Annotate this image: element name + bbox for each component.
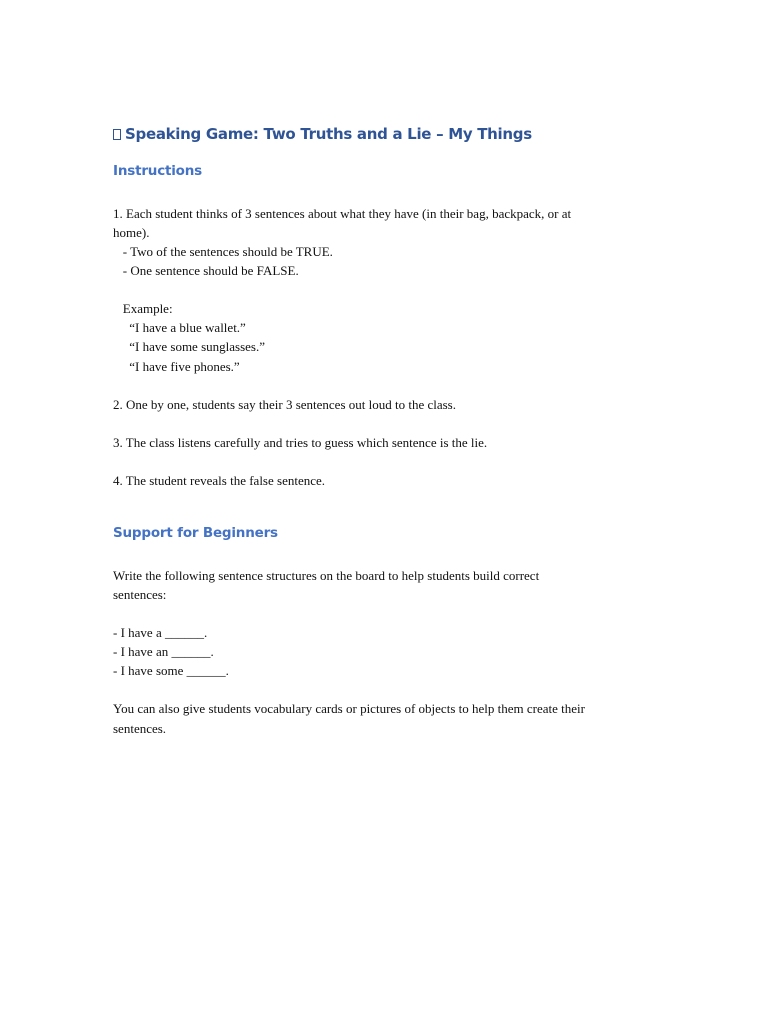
sentence-pattern-3: - I have some ______. bbox=[113, 663, 229, 678]
step-4: 4. The student reveals the false sentence. bbox=[113, 473, 326, 488]
step-1-line-1: 1. Each student thinks of 3 sentences about what they have (in their bag, backpack, or at bbox=[113, 206, 572, 221]
support-intro-line-1: Write the following sentence structures on the board to help students build correct bbox=[113, 568, 540, 583]
step-1-true-rule: - Two of the sentences should be TRUE. bbox=[113, 244, 333, 259]
example-sentence-2: “I have some sunglasses.” bbox=[113, 339, 265, 354]
step-1-line-2: home). bbox=[113, 225, 150, 240]
support-heading: Support for Beginners bbox=[113, 525, 278, 541]
step-2: 2. One by one, students say their 3 sentences out loud to the class. bbox=[113, 397, 456, 412]
unrecognized-glyph-icon bbox=[113, 129, 121, 140]
sentence-pattern-2: - I have an ______. bbox=[113, 644, 214, 659]
support-closing-line-1: You can also give students vocabulary cards or pictures of objects to help them create their bbox=[113, 701, 585, 716]
example-sentence-1: “I have a blue wallet.” bbox=[113, 320, 246, 335]
example-label: Example: bbox=[113, 301, 173, 316]
step-3: 3. The class listens carefully and tries to guess which sentence is the lie. bbox=[113, 435, 488, 450]
step-1-false-rule: - One sentence should be FALSE. bbox=[113, 263, 299, 278]
support-intro-line-2: sentences: bbox=[113, 587, 167, 602]
example-sentence-3: “I have five phones.” bbox=[113, 359, 240, 374]
instructions-heading: Instructions bbox=[113, 163, 202, 179]
document-title-text: Speaking Game: Two Truths and a Lie – My Things bbox=[125, 125, 532, 143]
document-title bbox=[113, 125, 532, 143]
support-closing-line-2: sentences. bbox=[113, 721, 167, 736]
sentence-pattern-1: - I have a ______. bbox=[113, 625, 208, 640]
